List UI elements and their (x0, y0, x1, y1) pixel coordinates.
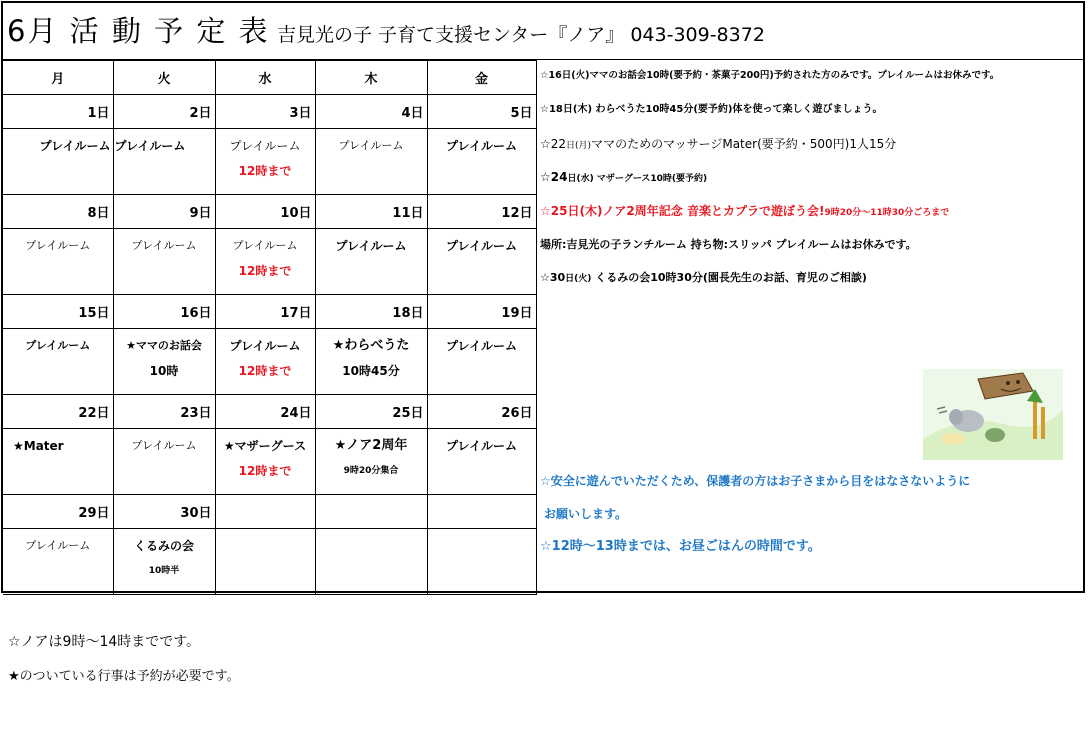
note-5-time: 9時20分～11時30分ごろまで (824, 208, 950, 218)
page-title: 6月 活 動 予 定 表 (7, 14, 270, 48)
footer-reservation: ★のついている行事は予約が必要です。 (8, 669, 240, 684)
date-cell: 24日 (215, 395, 315, 429)
event-cell (113, 129, 215, 195)
event-label: プレイルーム (229, 339, 301, 353)
title-bar (3, 3, 1083, 60)
note-4-star: ☆24 (540, 170, 568, 184)
event-row (3, 329, 536, 395)
center-name-phone: 吉見光の子 子育て支援センター『ノア』 043-309-8372 (277, 24, 765, 46)
event-label: プレイルーム (25, 339, 91, 352)
date-cell: 2日 (113, 95, 215, 129)
event-cell (215, 529, 315, 595)
event-cell (3, 129, 113, 195)
safety-note-cont: お願いします。 (544, 507, 628, 521)
date-cell: 22日 (3, 395, 113, 429)
event-label: プレイルーム (114, 139, 186, 153)
note-7-text: くるみの会10時30分(園長先生のお話、育児のご相談) (591, 271, 867, 284)
event-cell (427, 529, 536, 595)
note-3-date: 日(月) (566, 141, 592, 151)
event-row (3, 429, 536, 495)
event-note: 10時半 (148, 566, 180, 576)
event-cell (3, 429, 113, 495)
event-row (3, 229, 536, 295)
event-label: プレイルーム (25, 539, 91, 552)
event-cell (427, 229, 536, 295)
event-cell (3, 329, 113, 395)
note-4-text: 日(水) マザーグース10時(要予約) (567, 174, 708, 184)
note-3-text: ママのためのマッサージMater(要予約・500円)1人15分 (591, 137, 897, 151)
weekday-header-row (3, 61, 536, 95)
date-cell: 25日 (315, 395, 427, 429)
note-5 (540, 202, 949, 222)
event-label: プレイルーム (446, 439, 517, 453)
date-cell (427, 495, 536, 529)
date-cell: 11日 (315, 195, 427, 229)
event-cell (215, 129, 315, 195)
event-cell (3, 229, 113, 295)
date-cell: 16日 (113, 295, 215, 329)
event-note: 10時 (149, 364, 179, 378)
event-label: プレイルーム (446, 339, 517, 353)
event-label: プレイルーム (446, 239, 517, 253)
date-cell: 15日 (3, 295, 113, 329)
calendar-table (3, 60, 537, 595)
event-note: 12時まで (238, 164, 292, 178)
date-cell: 19日 (427, 295, 536, 329)
event-note: 10時45分 (342, 364, 400, 378)
note-3 (540, 135, 896, 155)
event-label: プレイルーム (446, 139, 517, 153)
event-cell (113, 229, 215, 295)
event-cell (315, 329, 427, 395)
event-cell (427, 129, 536, 195)
event-label: プレイルーム (39, 139, 111, 153)
date-cell: 10日 (215, 195, 315, 229)
note-4 (540, 168, 707, 188)
event-label: プレイルーム (229, 139, 301, 153)
event-cell (315, 529, 427, 595)
date-row (3, 495, 536, 529)
date-cell: 17日 (215, 295, 315, 329)
note-5-text: ☆25日(木)ノア2周年記念 音楽とカプラで遊ぼう会! (540, 204, 825, 218)
date-cell (315, 495, 427, 529)
note-7-star: ☆30 (540, 271, 566, 284)
event-cell (215, 329, 315, 395)
weekday-header: 火 (113, 61, 215, 95)
event-label: ★わらべうた (332, 338, 410, 353)
event-cell (315, 129, 427, 195)
date-row (3, 395, 536, 429)
schedule-sheet (1, 1, 1085, 593)
weekday-header: 木 (315, 61, 427, 95)
event-note: 12時まで (238, 364, 292, 378)
note-6: 場所:吉見光の子ランチルーム 持ち物:スリッパ プレイルームはお休みです。 (540, 238, 917, 251)
event-cell (315, 229, 427, 295)
date-cell: 8日 (3, 195, 113, 229)
note-1: ☆16日(火)ママのお話会10時(要予約・茶菓子200円)予約された方のみです。プレイルームはお休みです。 (540, 70, 1000, 81)
event-cell (215, 229, 315, 295)
event-cell (3, 529, 113, 595)
date-cell: 23日 (113, 395, 215, 429)
event-label: くるみの会 (133, 539, 194, 553)
event-label: プレイルーム (232, 239, 298, 252)
footer-hours: ☆ノアは9時～14時までです。 (8, 634, 201, 650)
event-cell (113, 429, 215, 495)
event-row (3, 129, 536, 195)
event-label: ★Mater (13, 439, 64, 453)
event-cell (427, 429, 536, 495)
date-cell (215, 495, 315, 529)
note-3-star: ☆22 (540, 137, 567, 151)
event-label: プレイルーム (25, 239, 91, 252)
note-7-date: 日(火) (565, 274, 592, 284)
date-cell: 18日 (315, 295, 427, 329)
note-2: ☆18日(木) わらべうた10時45分(要予約)体を使って楽しく遊びましょう。 (540, 104, 883, 115)
date-cell: 3日 (215, 95, 315, 129)
event-cell (215, 429, 315, 495)
date-cell: 30日 (113, 495, 215, 529)
date-row (3, 195, 536, 229)
weekday-header: 金 (427, 61, 536, 95)
safety-note: ☆安全に遊んでいただくため、保護者の方はお子さまから目をはなさないように (540, 474, 971, 488)
event-cell (113, 329, 215, 395)
date-cell: 29日 (3, 495, 113, 529)
weekday-header: 水 (215, 61, 315, 95)
event-label: プレイルーム (131, 439, 197, 452)
date-cell: 9日 (113, 195, 215, 229)
event-cell (113, 529, 215, 595)
note-7 (540, 269, 867, 288)
event-label: ★ノア2周年 (334, 438, 408, 453)
date-row (3, 95, 536, 129)
event-label: ★マザーグース (223, 439, 307, 453)
event-cell (315, 429, 427, 495)
event-note: 12時まで (238, 264, 292, 278)
date-cell: 4日 (315, 95, 427, 129)
event-row (3, 529, 536, 595)
noahs-ark-illustration (923, 369, 1063, 460)
date-cell: 26日 (427, 395, 536, 429)
event-label: プレイルーム (335, 239, 407, 253)
event-note: 9時20分集合 (343, 466, 399, 476)
date-cell: 12日 (427, 195, 536, 229)
lunch-note: ☆12時～13時までは、お昼ごはんの時間です。 (540, 539, 821, 554)
weekday-header: 月 (3, 61, 113, 95)
date-cell: 1日 (3, 95, 113, 129)
event-label: ★ママのお話会 (126, 339, 202, 352)
event-cell (427, 329, 536, 395)
event-label: プレイルーム (338, 139, 404, 152)
date-cell: 5日 (427, 95, 536, 129)
event-label: プレイルーム (131, 239, 197, 252)
event-note: 12時まで (238, 464, 292, 478)
date-row (3, 295, 536, 329)
